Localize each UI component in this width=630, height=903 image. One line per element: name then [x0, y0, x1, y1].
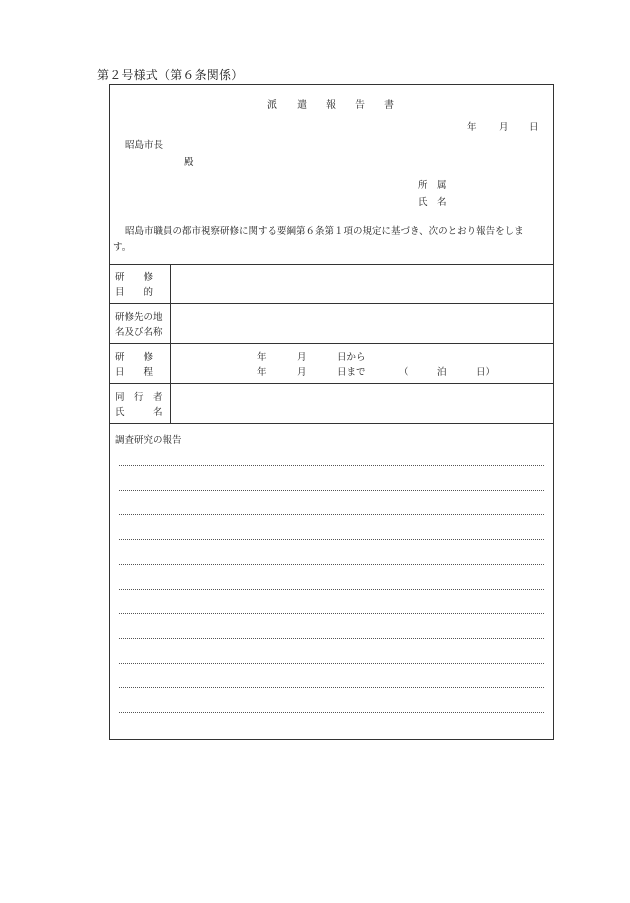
purpose-label-2: 目 的: [115, 287, 154, 298]
report-dotted-line[interactable]: [119, 712, 544, 713]
destination-label-2: 名及び名称: [115, 327, 163, 338]
row-divider: [110, 343, 553, 344]
destination-field[interactable]: [171, 304, 553, 343]
addressee-honorific: 殿: [184, 157, 194, 168]
report-dotted-line[interactable]: [119, 514, 544, 515]
report-dotted-line[interactable]: [119, 687, 544, 688]
title-char: 告: [355, 100, 365, 111]
destination-label-1: 研修先の地: [115, 312, 163, 323]
companions-field[interactable]: [171, 384, 553, 423]
schedule-to-month: 月: [297, 367, 307, 378]
schedule-days: 日）: [476, 367, 496, 378]
schedule-from-month: 月: [297, 352, 307, 363]
report-dotted-line[interactable]: [119, 490, 544, 491]
title-char: 派: [267, 100, 277, 111]
report-dotted-line[interactable]: [119, 465, 544, 466]
companions-label-1: 同 行 者: [115, 392, 163, 403]
report-dotted-line[interactable]: [119, 638, 544, 639]
schedule-paren-open: （: [399, 367, 409, 378]
report-dotted-line[interactable]: [119, 663, 544, 664]
purpose-label-1: 研 修: [115, 272, 154, 283]
title-char: 遣: [297, 100, 307, 111]
schedule-to-year: 年: [257, 367, 267, 378]
schedule-nights: 泊: [437, 367, 447, 378]
report-dotted-line[interactable]: [119, 539, 544, 540]
purpose-field[interactable]: [171, 265, 553, 303]
date-day-label: 日: [529, 122, 539, 133]
affiliation-label: 所 属: [418, 180, 447, 191]
name-label: 氏 名: [418, 197, 447, 208]
title-char: 報: [326, 100, 336, 111]
report-form: [109, 84, 554, 740]
schedule-label-1: 研 修: [115, 352, 154, 363]
report-dotted-line[interactable]: [119, 589, 544, 590]
report-dotted-line[interactable]: [119, 564, 544, 565]
schedule-to-day: 日まで: [337, 367, 366, 378]
date-month-label: 月: [499, 122, 509, 133]
row-divider: [110, 423, 553, 424]
form-number: 第２号様式（第６条関係）: [97, 68, 244, 82]
report-label: 調査研究の報告: [115, 435, 182, 446]
companions-label-2: 氏 名: [115, 407, 163, 418]
addressee-name: 昭島市長: [125, 140, 164, 151]
schedule-label-2: 日 程: [115, 367, 154, 378]
intro-line-1: 昭島市職員の都市視察研修に関する要綱第６条第１項の規定に基づき、次のとおり報告をしま: [125, 226, 524, 237]
date-year-label: 年: [467, 122, 477, 133]
report-dotted-line[interactable]: [119, 613, 544, 614]
intro-line-2: す。: [113, 242, 132, 253]
schedule-from-year: 年: [257, 352, 267, 363]
schedule-from-day: 日から: [337, 352, 366, 363]
title-char: 書: [384, 100, 394, 111]
